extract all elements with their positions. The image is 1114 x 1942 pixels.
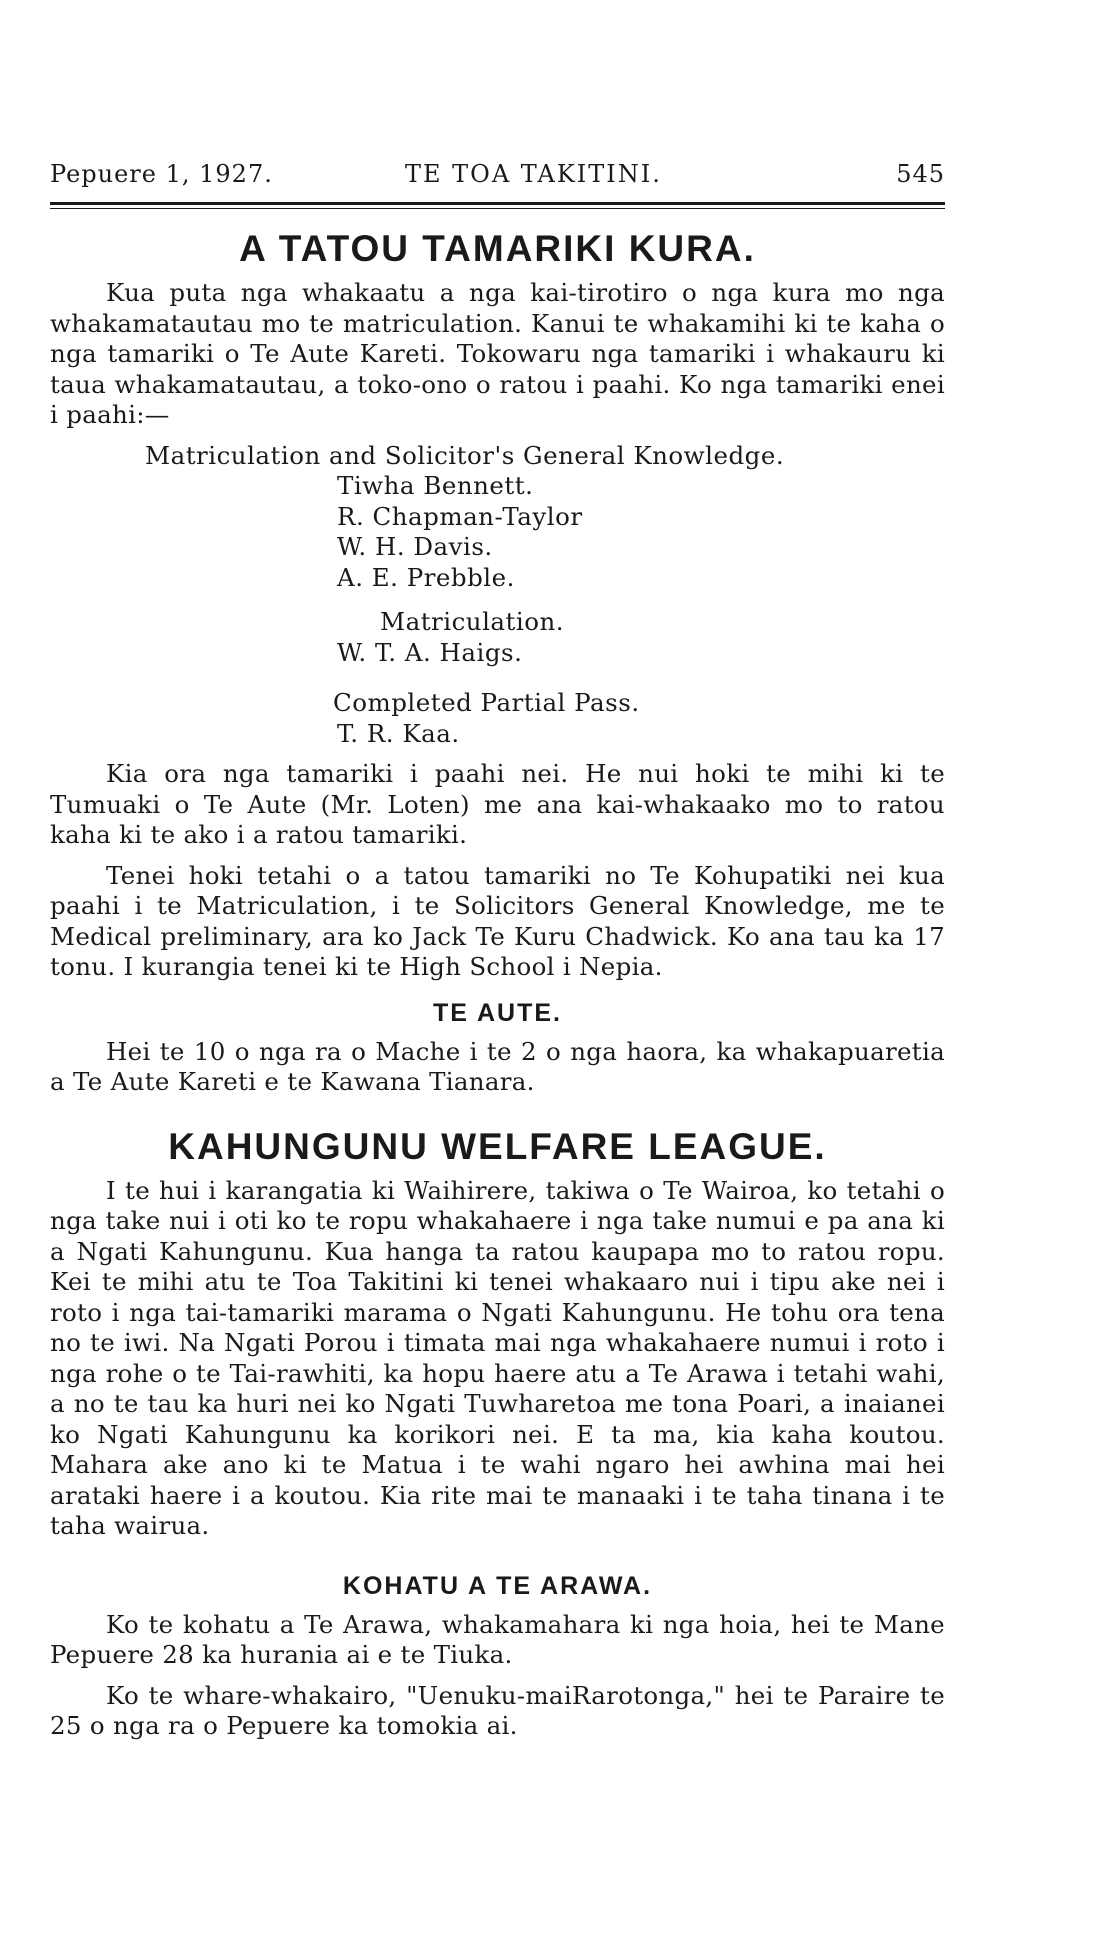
article-paragraph: I te hui i karangatia ki Waihirere, takiwa o Te Wairoa, ko tetahi o nga take nui i oti ko te ropu whakahaere i nga take numui e pa ana ki a Ngati Kahungunu. Kua hanga ta ratou kaupapa mo to ratou ropu. Kei te mihi atu te Toa Takitini ki tenei whakaaro nui i tipu ake nei i roto i nga tai-tamariki marama o Ngati Kahungunu. He tohu ora tena no te iwi. Na Ngati Porou i timata mai nga whakahaere numui i roto i nga rohe o te Tai-rawhiti, ka hopu haere atu a Te Arawa i tetahi wahi, a no te tau ka huri nei ko Ngati Tuwharetoa me tona Poari, a inaianei ko Ngati Kahungunu ka korikori nei. E ta ma, kia kaha koutou. Mahara ake ano ki te Matua i te wahi ngaro hei awhina mai hei arataki haere i a koutou. Kia rite mai te manaaki i te taha tinana i te taha wairua.: [50, 1175, 945, 1540]
article-paragraph: Ko te whare-whakairo, "Uenuku-maiRarotonga," hei te Paraire te 25 o nga ra o Pepuere ka tomokia ai.: [50, 1680, 945, 1740]
list-item: W. H. Davis.: [337, 532, 493, 561]
header-publication: TE TOA TAKITINI.: [405, 160, 662, 188]
article-paragraph: Tenei hoki tetahi o a tatou tamariki no Te Kohupatiki nei kua paahi i te Matriculation, i te Solicitors General Knowledge, me te Medical preliminary, ara ko Jack Te Kuru Chadwick. Ko ana tau ka 17 tonu. I kurangia tenei ki te High School i Nepia.: [50, 860, 945, 981]
article-title-te-aute: TE AUTE.: [433, 998, 562, 1027]
article-title-kahungunu: KAHUNGUNU WELFARE LEAGUE.: [168, 1125, 827, 1167]
list-item: R. Chapman-Taylor: [337, 501, 583, 531]
list-heading: Matriculation and Solicitor's General Knowledge.: [145, 440, 785, 470]
list-heading: Matriculation.: [380, 607, 565, 636]
list-item: A. E. Prebble.: [337, 562, 515, 592]
article-paragraph: Ko te kohatu a Te Arawa, whakamahara ki nga hoia, hei te Mane Pepuere 28 ka hurania ai e te Tiuka.: [50, 1609, 945, 1669]
list-heading: Completed Partial Pass.: [333, 688, 640, 717]
article-paragraph: Hei te 10 o nga ra o Mache i te 2 o nga haora, ka whakapuaretia a Te Aute Kareti e te Kawana Tianara.: [50, 1036, 945, 1096]
header-rule-thin: [50, 208, 945, 209]
results-list: [50, 441, 945, 750]
list-item: Tiwha Bennett.: [337, 471, 534, 500]
list-item: W. T. A. Haigs.: [337, 637, 523, 667]
list-item: T. R. Kaa.: [337, 718, 460, 748]
running-header: [50, 160, 945, 194]
header-page-number: 545: [896, 160, 945, 188]
page-content: [50, 220, 945, 1742]
article-title-kohatu: KOHATU A TE ARAWA.: [342, 1571, 653, 1600]
header-rule-thick: [50, 202, 945, 205]
article-title-tamariki-kura: A TATOU TAMARIKI KURA.: [239, 228, 756, 269]
header-date: Pepuere 1, 1927.: [50, 160, 273, 188]
article-paragraph: Kua puta nga whakaatu a nga kai-tirotiro o nga kura mo nga whakamatautau mo te matriculation. Kanui te whakamihi ki te kaha o nga tamariki o Te Aute Kareti. Tokowaru nga tamariki i whakauru ki taua whakamatautau, a toko-ono o ratou i paahi. Ko nga tamariki enei i paahi:—: [50, 278, 945, 429]
article-paragraph: Kia ora nga tamariki i paahi nei. He nui hoki te mihi ki te Tumuaki o Te Aute (Mr. Loten) me ana kai-whakaako mo to ratou kaha ki te ako i a ratou tamariki.: [50, 759, 945, 849]
